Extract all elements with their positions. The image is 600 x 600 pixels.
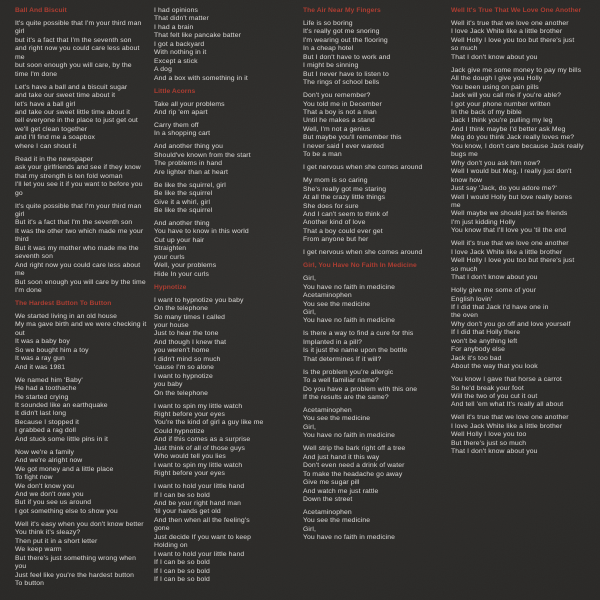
lyric-line: I got a backyard: [154, 40, 205, 48]
lyric-line: And another thing: [154, 219, 210, 227]
lyric-line: I'm just kidding Holly: [451, 218, 516, 226]
lyric-line: Girl,: [303, 275, 317, 283]
lyric-line: Well, I'm not a genius: [303, 125, 371, 133]
stanza: [451, 414, 591, 456]
lyric-line: And a box with something in it: [154, 74, 248, 82]
lyric-line: Well Holly I love you too but there's just: [451, 36, 575, 44]
lyric-line: girl: [15, 28, 25, 36]
lyric-line: Do you have a problem with this one: [303, 385, 418, 393]
stanza: [154, 182, 294, 216]
lyric-line: I love Jack White like a little brother: [451, 422, 563, 430]
lyric-line: You see the medicine: [303, 300, 371, 308]
lyric-line: I want to hold your little hand: [154, 550, 245, 558]
lyric-line: and right now you could care less about: [15, 45, 140, 53]
lyric-line: In a cheap hotel: [303, 45, 354, 53]
lyric-line: Life is so boring: [303, 19, 353, 27]
lyric-line: I want to spin my little watch: [154, 402, 243, 410]
lyric-line: That a boy could ever get: [303, 227, 383, 235]
lyric-line: Is there a way to find a cure for this: [303, 330, 414, 338]
stanza: [303, 509, 443, 543]
lyric-line: Another kind of love: [303, 219, 366, 227]
lyric-line: If I did that Jack I'd have one in: [451, 303, 549, 311]
lyric-line: And just hand it this way: [303, 453, 380, 461]
lyric-line: That felt like pancake batter: [154, 32, 241, 40]
lyric-line: Right before your eyes: [154, 410, 226, 418]
lyric-line: girl: [15, 210, 25, 218]
lyrics-column: [451, 7, 591, 461]
lyric-line: Well maybe we should just be friends: [451, 210, 568, 218]
lyric-line: I love Jack White like a little brother: [451, 248, 563, 256]
lyric-line: To fight now: [15, 474, 53, 482]
lyric-line: Implanted in a pill?: [303, 338, 363, 346]
lyric-line: Well it's easy when you don't know better: [15, 520, 144, 528]
stanza: [15, 521, 155, 589]
lyric-line: So we bought him a toy: [15, 346, 89, 354]
lyric-line: Is the problem you're allergic: [303, 368, 394, 376]
lyric-line: Just feel like you're the hardest button: [15, 571, 135, 579]
lyric-line: out: [15, 329, 25, 337]
stanza: [154, 483, 294, 584]
lyric-line: And be your right hand man: [154, 500, 242, 508]
lyric-line: Well I would but Meg, I really just don't: [451, 168, 572, 176]
lyric-line: You have no faith in medicine: [303, 317, 396, 325]
lyric-line: I might be sinning: [303, 62, 359, 70]
lyric-line: Why don't you ask him now?: [451, 159, 541, 167]
lyric-line: Until he makes a stand: [303, 117, 375, 125]
lyric-line: Why don't you go off and love yourself: [451, 320, 571, 328]
lyric-line: To button: [15, 580, 45, 588]
lyric-line: We keep warm: [15, 546, 62, 554]
lyric-line: me: [15, 53, 25, 61]
lyric-line: I grabbed a rag doll: [15, 427, 76, 435]
lyric-line: you baby: [154, 381, 183, 389]
lyric-line: won't be anything left: [451, 337, 518, 345]
lyric-line: English lovin': [451, 295, 493, 303]
lyric-line: He had a toothache: [15, 385, 77, 393]
lyric-line: Who would tell you lies: [154, 453, 226, 461]
lyric-line: The rings of school bells: [303, 79, 380, 87]
lyric-line: Down the street: [303, 496, 353, 504]
lyric-line: On the telephone: [154, 305, 209, 313]
lyric-line: Except a stick: [154, 57, 198, 65]
stanza: [15, 20, 155, 79]
lyric-line: third: [15, 236, 29, 244]
stanza: [303, 330, 443, 364]
stanza: [451, 240, 591, 282]
stanza: [303, 369, 443, 403]
lyric-line: Well Holly I love you too but there's just: [451, 257, 575, 265]
stanza: [15, 203, 155, 296]
lyric-line: All the dough I give you Holly: [451, 75, 543, 83]
lyric-line: Acetaminophen: [303, 407, 352, 415]
lyric-line: That determines If it will?: [303, 355, 382, 363]
stanza: [451, 20, 591, 62]
lyric-line: I'm done: [15, 287, 42, 295]
lyric-line: Well I would Holly but love really bores: [451, 193, 573, 201]
lyric-line: Will the two of you cut it out: [451, 392, 538, 400]
lyric-line: I get nervous when she comes around: [303, 164, 423, 172]
stanza: [154, 220, 294, 279]
lyric-line: I had opinions: [154, 7, 199, 14]
lyric-line: You're the kind of girl a guy like me: [154, 419, 264, 427]
stanza: [451, 287, 591, 372]
lyric-line: So he'd break your foot: [451, 384, 524, 392]
lyric-line: To make the headache go away: [303, 470, 403, 478]
lyric-line: We named him 'Baby': [15, 376, 83, 384]
lyric-line: She's really got me staring: [303, 185, 387, 193]
lyric-line: Right before your eyes: [154, 470, 226, 478]
lyric-line: On the telephone: [154, 389, 209, 397]
lyric-line: Should've known from the start: [154, 151, 251, 159]
lyric-line: let's have a ball girl: [15, 100, 76, 108]
lyric-line: It was the other two which made me your: [15, 227, 144, 235]
lyric-line: In the back of my bible: [451, 108, 522, 116]
lyric-line: the oven: [451, 312, 479, 320]
lyric-line: Then put it in a short letter: [15, 537, 98, 545]
lyric-line: Jack will you call me if you're able?: [451, 92, 562, 100]
lyric-line: and I'll find me a soapbox: [15, 134, 95, 142]
lyric-line: And we're alright now: [15, 457, 83, 465]
lyric-line: She does for sure: [303, 202, 359, 210]
lyric-line: At all the crazy little things: [303, 194, 386, 202]
lyric-line: It was a ray gun: [15, 355, 65, 363]
lyric-line: If I can be so bold: [154, 491, 210, 499]
lyric-line: That I don't know about you: [451, 274, 538, 282]
lyric-line: A dog: [154, 66, 172, 74]
lyric-line: That I don't know about you: [451, 53, 538, 61]
lyric-line: And though I knew that: [154, 338, 227, 346]
lyric-line: tell everyone in the place to just get out: [15, 117, 138, 125]
lyric-line: From anyone but her: [303, 236, 369, 244]
lyric-line: It was a baby boy: [15, 338, 70, 346]
lyric-line: Be like the squirrel, girl: [154, 181, 226, 189]
song-title: Hypnotize: [154, 283, 187, 291]
lyrics-column: [303, 7, 443, 547]
lyric-line: But maybe you'll remember this: [303, 134, 402, 142]
stanza: [451, 67, 591, 236]
lyric-line: You have no faith in medicine: [303, 432, 396, 440]
lyric-line: I love Jack White like a little brother: [451, 28, 563, 36]
lyric-line: Girl,: [303, 525, 317, 533]
lyric-line: Meg do you think Jack really loves me?: [451, 134, 575, 142]
stanza: [451, 376, 591, 410]
lyric-line: And stuck some little pins in it: [15, 435, 108, 443]
lyric-line: but it's a fact that I'm the seventh son: [15, 36, 132, 44]
lyric-line: I want to spin my little watch: [154, 461, 243, 469]
lyric-line: It didn't last long: [15, 410, 67, 418]
lyric-line: Let's have a ball and a biscuit sugar: [15, 83, 128, 91]
stanza: [303, 92, 443, 160]
lyric-line: My ma gave birth and we were checking it: [15, 321, 147, 329]
lyric-line: Are lighter than at heart: [154, 168, 229, 176]
lyric-line: It's really got me snoring: [303, 28, 380, 36]
lyric-line: You have no faith in medicine: [303, 283, 396, 291]
lyric-line: I didn't mind so much: [154, 355, 221, 363]
stanza: [15, 84, 155, 152]
lyric-line: Is it just the name upon the bottle: [303, 347, 408, 355]
lyric-line: Just to hear the tone: [154, 330, 219, 338]
lyric-line: We got money and a little place: [15, 465, 114, 473]
lyric-line: That a boy is not a man: [303, 108, 377, 116]
lyric-line: But I never have to listen to: [303, 70, 389, 78]
lyric-line: Girl,: [303, 423, 317, 431]
lyric-line: I want to hold your little hand: [154, 483, 245, 491]
lyric-line: If I can be so bold: [154, 567, 210, 575]
lyric-line: Just say 'Jack, do you adore me?': [451, 185, 557, 193]
lyric-line: That I don't know about you: [451, 448, 538, 456]
stanza: [15, 156, 155, 198]
lyric-line: Well it's true that we love one another: [451, 240, 569, 248]
lyric-line: Well it's true that we love one another: [451, 19, 569, 27]
stanza: [154, 122, 294, 139]
lyric-line: Just think of all of those guys: [154, 444, 245, 452]
lyric-line: me: [15, 270, 25, 278]
lyric-line: Well Holly I love you too: [451, 431, 527, 439]
lyric-line: If the results are the same?: [303, 394, 389, 402]
lyric-line: Jack I think you're pulling my leg: [451, 117, 553, 125]
lyric-line: 'til your hands get old: [154, 508, 221, 516]
stanza: [303, 20, 443, 88]
lyric-line: And another thing you: [154, 143, 224, 151]
lyric-line: You think it's sleazy?: [15, 529, 81, 537]
lyric-line: You know I gave that horse a carrot: [451, 376, 562, 384]
lyric-line: Give me sugar pill: [303, 479, 360, 487]
lyric-line: If I can be so bold: [154, 559, 210, 567]
lyric-line: You know, I don't care because Jack really: [451, 142, 584, 150]
song-title: Girl, You Have No Faith In Medicine: [303, 262, 417, 270]
lyric-line: Don't even need a drink of water: [303, 462, 405, 470]
stanza: [303, 177, 443, 245]
lyric-line: Give it a whirl, girl: [154, 198, 211, 206]
lyric-line: Well, your problems: [154, 262, 217, 270]
lyric-line: so much: [451, 45, 478, 53]
song-title: The Hardest Button To Button: [15, 300, 112, 307]
lyric-line: It's quite possible that I'm your third man: [15, 19, 142, 27]
lyric-line: The problems in hand: [154, 160, 223, 168]
lyric-line: And it was 1981: [15, 363, 66, 371]
lyric-line: We don't know you: [15, 482, 75, 490]
lyric-line: seventh son: [15, 253, 53, 261]
song-title: Ball And Biscuit: [15, 7, 67, 14]
lyric-line: Well it's true that we love one another: [451, 414, 569, 422]
lyric-line: About the way that you look: [451, 363, 538, 371]
lyric-line: Carry them off: [154, 121, 199, 129]
stanza: [303, 445, 443, 504]
stanza: [154, 7, 294, 83]
lyric-line: And watch me just rattle: [303, 487, 379, 495]
lyric-line: your house: [154, 321, 189, 329]
lyric-line: bugs me: [451, 151, 478, 159]
lyric-line: He started crying: [15, 393, 69, 401]
lyric-line: But there's just something wrong when: [15, 554, 136, 562]
lyric-line: Because I stopped it: [15, 418, 79, 426]
lyric-line: And if this comes as a surprise: [154, 436, 251, 444]
stanza: [154, 143, 294, 177]
lyric-line: In a shopping cart: [154, 130, 211, 138]
lyric-line: And we don't owe you: [15, 491, 84, 499]
lyric-line: time I'm done: [15, 70, 58, 78]
lyric-line: I get nervous when she comes around: [303, 249, 423, 257]
lyric-line: you weren't home: [154, 347, 210, 355]
lyric-line: Well strip the bark right off a tree: [303, 445, 406, 453]
lyric-line: And rip 'em apart: [154, 108, 208, 116]
lyric-line: 'cause I'm so alone: [154, 364, 215, 372]
lyric-line: I'm wearing out the flooring: [303, 36, 388, 44]
stanza: [15, 449, 155, 517]
song-title: Well It's True That We Love One Another: [451, 7, 582, 14]
lyric-line: With nothing in it: [154, 49, 207, 57]
lyric-line: You been using on pain pills: [451, 83, 539, 91]
lyric-line: Now we're a family: [15, 448, 74, 456]
stanza: [303, 275, 443, 326]
stanza: [303, 407, 443, 441]
lyric-line: To be a man: [303, 151, 342, 159]
lyric-line: And then when all the feeling's: [154, 516, 250, 524]
lyric-line: You see the medicine: [303, 517, 371, 525]
lyric-line: I want to hypnotize: [154, 372, 213, 380]
lyric-line: Be like the squirrel: [154, 190, 213, 198]
lyric-line: you: [15, 563, 27, 571]
lyric-line: Holding on: [154, 542, 188, 550]
lyric-line: I got something else to show you: [15, 507, 118, 515]
lyric-line: but soon enough you will care, by the: [15, 62, 132, 70]
lyric-line: Acetaminophen: [303, 509, 352, 517]
lyric-line: For anybody else: [451, 346, 506, 354]
lyric-line: You have to know in this world: [154, 228, 249, 236]
lyric-line: I had a brain: [154, 23, 194, 31]
lyric-line: Cut up your hair: [154, 236, 205, 244]
lyric-line: You know that I'll love you 'til the end: [451, 227, 567, 235]
lyric-line: But it's a fact that I'm the seventh son: [15, 219, 133, 227]
lyric-line: You see the medicine: [303, 415, 371, 423]
lyric-line: and take our sweet time about it: [15, 92, 116, 100]
lyric-line: You told me in December: [303, 100, 382, 108]
lyric-line: know how: [451, 176, 483, 184]
lyric-line: If I can be so bold: [154, 576, 210, 584]
lyric-line: where I can shout it: [15, 142, 77, 150]
lyric-line: Straighten: [154, 245, 187, 253]
stanza: [154, 403, 294, 479]
lyric-line: It sounded like an earthquake: [15, 401, 108, 409]
stanza: [303, 164, 443, 172]
lyric-line: You have no faith in medicine: [303, 534, 396, 542]
lyric-line: Hide In your curls: [154, 270, 210, 278]
lyric-line: Holly give me some of your: [451, 287, 537, 295]
stanza: [15, 377, 155, 445]
lyric-line: That didn't matter: [154, 15, 209, 23]
lyric-line: And right now you could care less about: [15, 261, 141, 269]
lyric-line: I got your phone number written: [451, 100, 551, 108]
lyric-line: And I can't seem to think of: [303, 210, 389, 218]
lyric-line: I want to hypnotize you baby: [154, 296, 244, 304]
lyric-line: But there's just so much: [451, 439, 527, 447]
song-title: Little Acorns: [154, 87, 196, 95]
lyric-line: But soon enough you will care by the time: [15, 278, 146, 286]
lyric-line: So many times I called: [154, 313, 226, 321]
lyric-line: Could hypnotize: [154, 427, 205, 435]
lyric-line: To a well familiar name?: [303, 377, 379, 385]
lyric-line: But I don't have to work and: [303, 53, 391, 61]
lyric-line: so much: [451, 265, 478, 273]
lyric-line: Read it in the newspaper: [15, 155, 94, 163]
lyric-line: But it was my mother who made me the: [15, 244, 139, 252]
lyric-line: Girl,: [303, 309, 317, 316]
lyric-line: your curls: [154, 253, 185, 261]
lyric-line: If I did that Holly there: [451, 329, 521, 337]
lyric-line: And I think maybe I'd better ask Meg: [451, 125, 566, 133]
lyric-line: gone: [154, 525, 170, 533]
lyric-line: We started living in an old house: [15, 312, 118, 320]
lyric-line: Acetaminophen: [303, 292, 352, 300]
lyric-line: Take all your problems: [154, 100, 225, 108]
lyric-line: My mom is so caring: [303, 177, 368, 185]
lyric-line: Just decide If you want to keep: [154, 533, 252, 541]
song-title: The Air Near My Fingers: [303, 7, 381, 14]
lyric-line: ask your girlfriends and see if they know: [15, 164, 141, 172]
lyric-line: and take our sweet little time about it: [15, 108, 130, 116]
lyric-line: me: [451, 201, 461, 209]
lyric-line: we'll get clean together: [15, 125, 88, 133]
lyric-line: It's quite possible that I'm your third man: [15, 202, 142, 210]
lyric-line: I'll let you see it if you want to before you: [15, 181, 143, 189]
lyric-line: And tell 'em what It's really all about: [451, 401, 564, 409]
lyric-line: that my strength is ten fold woman: [15, 172, 123, 180]
stanza: [15, 313, 155, 372]
stanza: [303, 249, 443, 257]
lyric-line: But if you see us around: [15, 499, 92, 507]
lyrics-column: [154, 7, 294, 589]
lyrics-column: [15, 7, 155, 593]
lyric-line: Be like the squirrel: [154, 207, 213, 215]
stanza: [154, 101, 294, 118]
lyric-line: Jack give me some money to pay my bills: [451, 66, 582, 74]
lyric-line: Don't you remember?: [303, 92, 371, 100]
lyric-line: Jack it's too bad: [451, 354, 502, 362]
lyric-line: go: [15, 189, 23, 197]
lyric-line: I never said I ever wanted: [303, 142, 384, 150]
stanza: [154, 297, 294, 398]
